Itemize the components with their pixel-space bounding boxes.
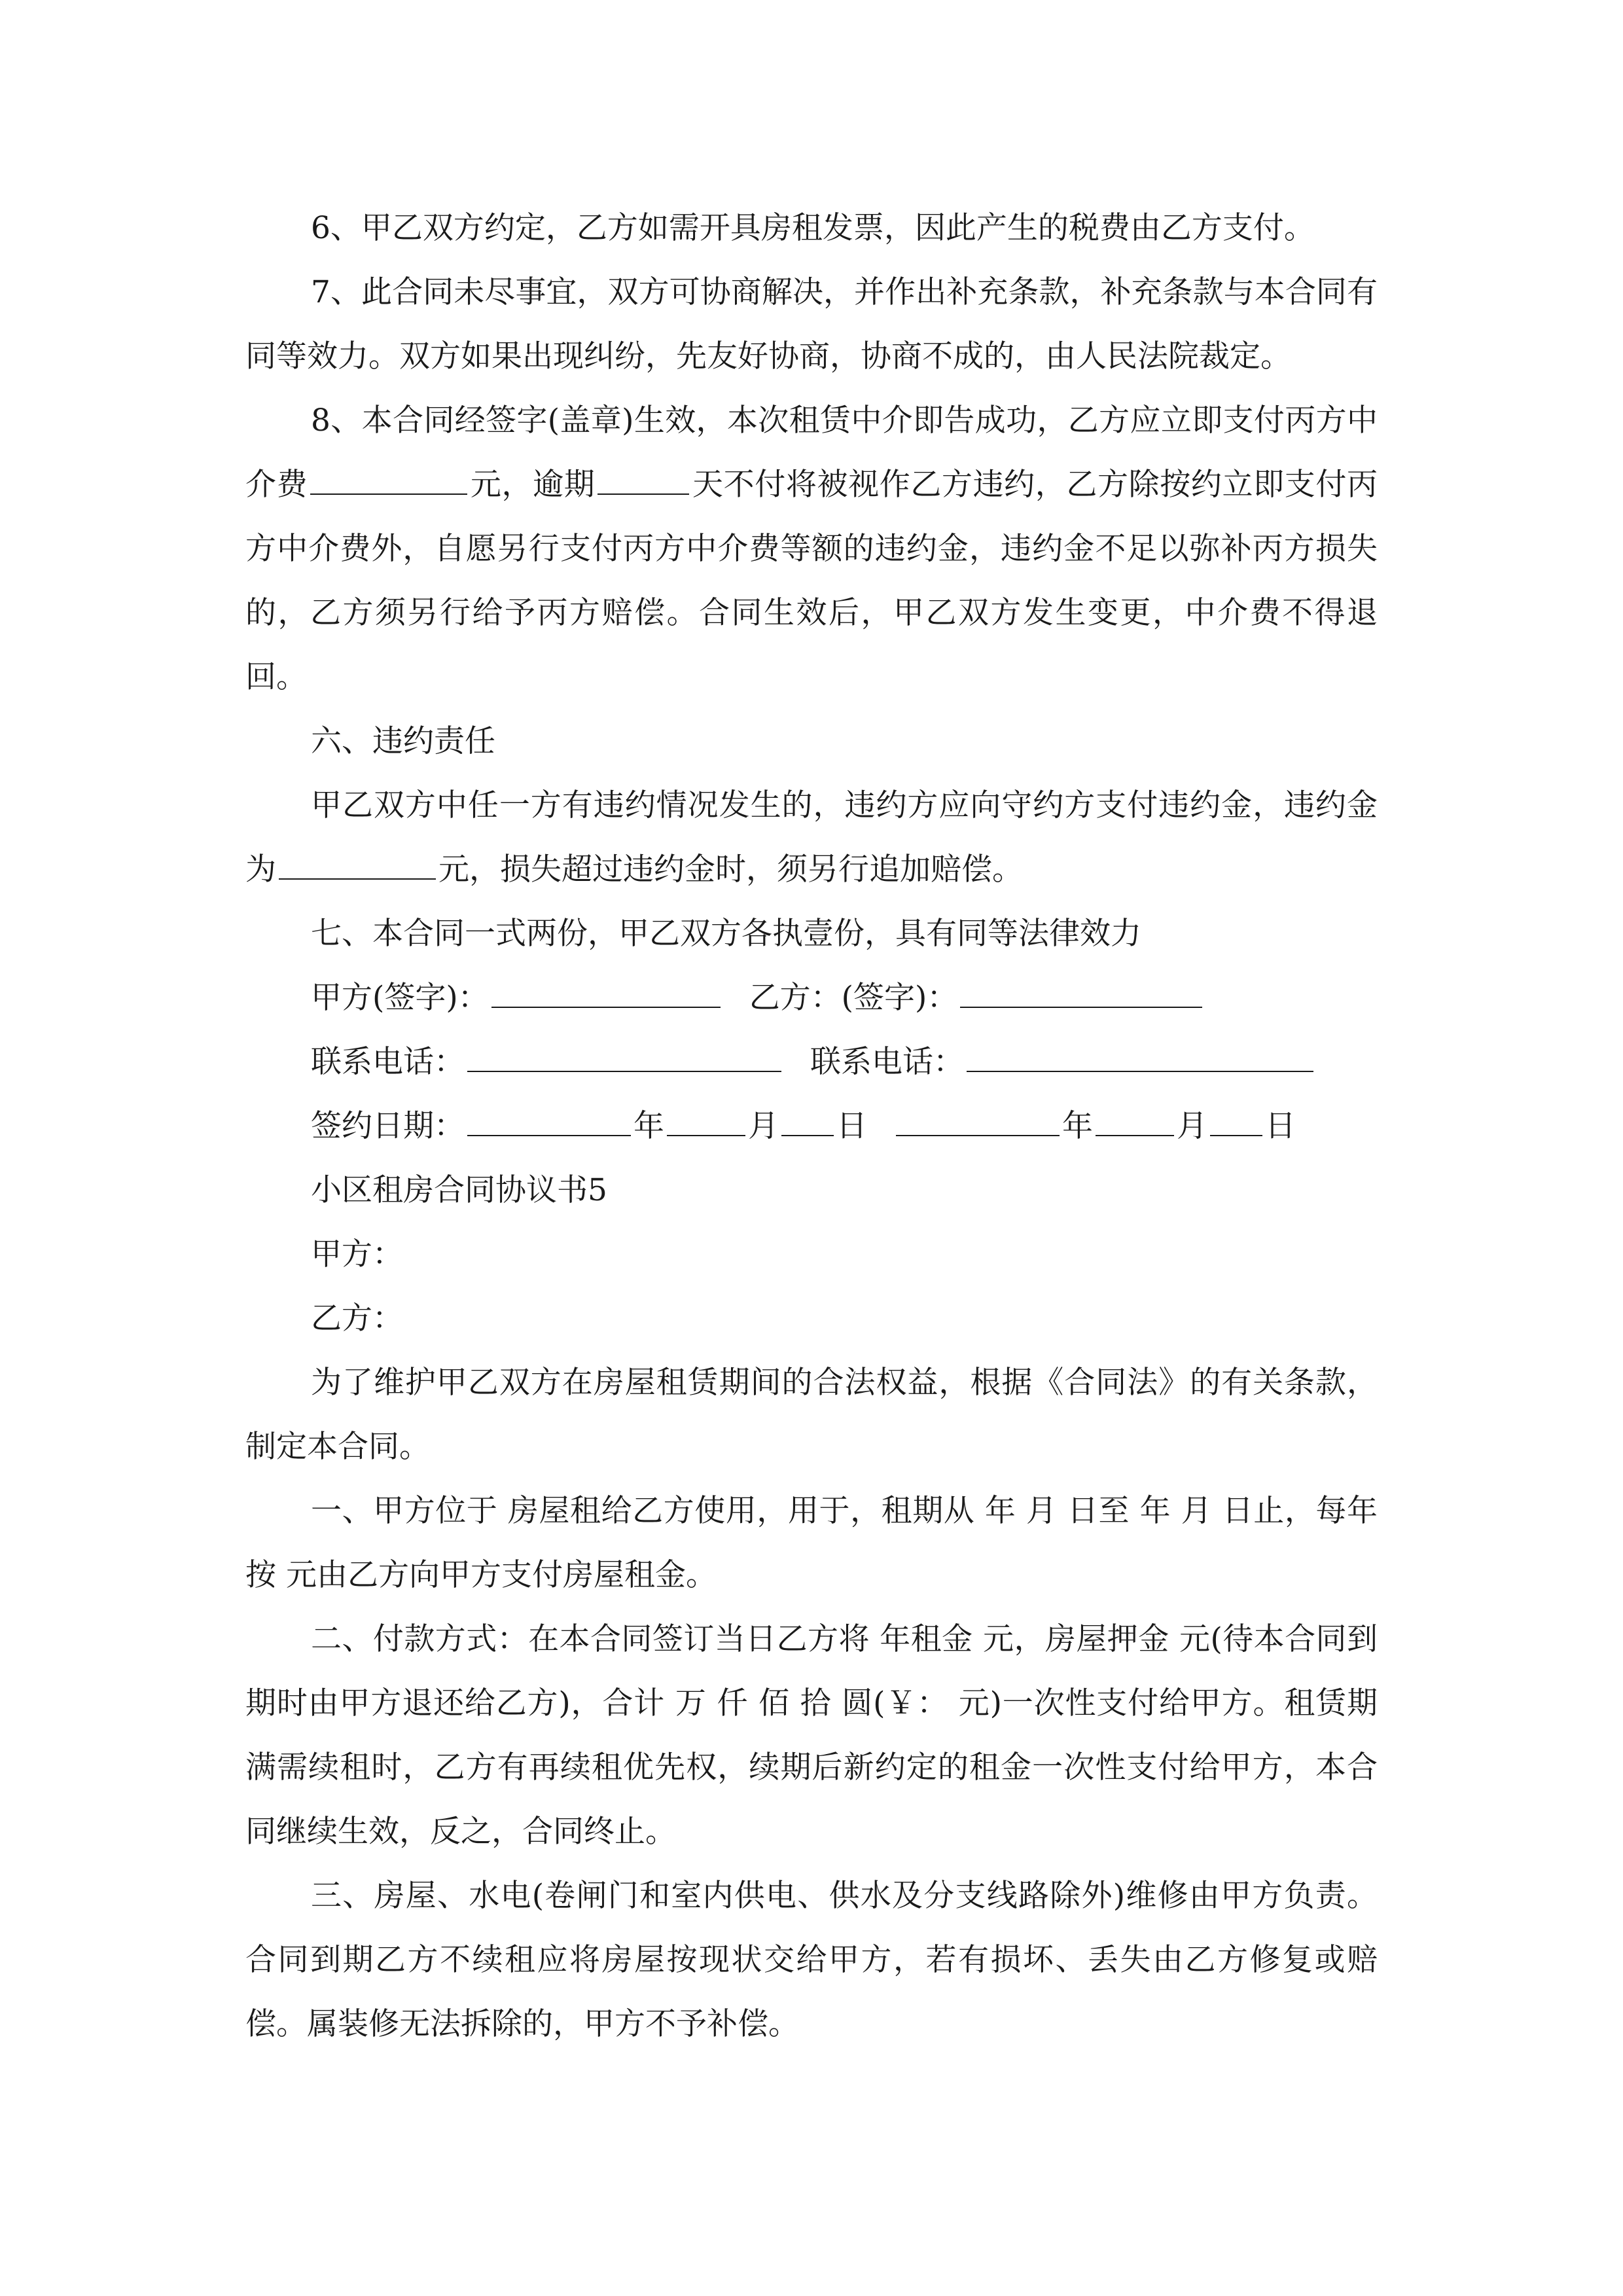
document-body [245,196,1378,2056]
contract-5-party-b: 乙方： [311,1300,403,1336]
date-b-day-blank [1210,1111,1262,1136]
date-a-day-blank [781,1111,834,1136]
phone-a-blank [467,1047,781,1072]
section-6-heading: 六、违约责任 [311,723,495,759]
clause-8-part-c: 天不付将被视作乙方违约，乙方除按约立即支付丙方中介费外，自愿另行支付丙方中介费等额的违约金，违约金不足以弥补丙方损失的，乙方须另行给予丙方赔偿。合同生效后，甲乙双方发生变更，中介费不得退回。 [245,467,1378,695]
day-a: 日 [836,1108,867,1144]
date-label: 签约日期： [311,1108,465,1144]
section-6-body [245,774,1378,902]
phone-b-blank [967,1047,1313,1072]
month-b: 月 [1177,1108,1207,1144]
day-b: 日 [1265,1108,1296,1144]
party-a-sign-label: 甲方(签字)： [311,980,489,1016]
phone-label-a: 联系电话： [311,1044,465,1080]
clause-7: 7、此合同未尽事宜，双方可协商解决，并作出补充条款，补充条款与本合同有同等效力。双方如果出现纠纷，先友好协商，协商不成的，由人民法院裁定。 [245,274,1378,374]
clause-8-part-a: 8、本合同经签字(盖章)生效，本次租赁中介即告成功，乙方应立即支付丙方中介费 [245,403,1378,503]
clause-6: 6、甲乙双方约定，乙方如需开具房租发票，因此产生的税费由乙方支付。 [311,210,1315,246]
phone-label-b: 联系电话： [810,1044,964,1080]
penalty-amount-blank [279,855,436,880]
signature-row [245,966,1378,1030]
contract-5-item-3: 三、房屋、水电(卷闸门和室内供电、供水及分支线路除外)维修由甲方负责。合同到期乙方不续租应将房屋按现状交给甲方，若有损坏、丢失由乙方修复或赔偿。属装修无法拆除的，甲方不予补偿。 [245,1878,1378,2042]
contract-5-party-a: 甲方： [311,1236,403,1272]
clause-8-part-b: 元，逾期 [470,467,596,503]
overdue-days-blank [597,470,689,495]
year-a: 年 [633,1108,664,1144]
agency-fee-blank [310,470,467,495]
party-a-sign-blank [491,983,721,1008]
clause-8 [245,389,1378,709]
year-b: 年 [1062,1108,1093,1144]
party-b-sign-label: 乙方：(签字)： [749,980,958,1016]
phone-row [245,1030,1378,1094]
contract-5-item-1: 一、甲方位于 房屋租给乙方使用，用于，租期从 年 月 日至 年 月 日止，每年按 元由乙方向甲方支付房屋租金。 [245,1493,1378,1593]
section-6-body-b: 元，损失超过违约金时，须另行追加赔偿。 [438,852,1023,888]
contract-5-item-2: 二、付款方式：在本合同签订当日乙方将 年租金 元，房屋押金 元(待本合同到期时由甲方退还给乙方)，合计 万 仟 佰 拾 圆(￥： 元)一次性支付给甲方。租赁期满需续租时，乙方有再续租优先权，续期后新约定的租金一次性支付给甲方，本合同继续生效，反之，合同终止。 [245,1621,1378,1850]
section-6-body-a: 甲乙双方中任一方有违约情况发生的，违约方应向守约方支付违约金，违约金为 [245,787,1378,888]
contract-5-intro: 为了维护甲乙双方在房屋租赁期间的合法权益，根据《合同法》的有关条款，制定本合同。 [245,1365,1378,1465]
date-a-month-blank [667,1111,745,1136]
party-b-sign-blank [960,983,1202,1008]
date-b-month-blank [1096,1111,1174,1136]
section-7-heading: 七、本合同一式两份，甲乙双方各执壹份，具有同等法律效力 [311,916,1141,952]
contract-5-title: 小区租房合同协议书5 [311,1172,607,1208]
month-a: 月 [748,1108,779,1144]
date-row [245,1094,1378,1158]
date-a-year-blank [467,1111,631,1136]
date-b-year-blank [896,1111,1060,1136]
